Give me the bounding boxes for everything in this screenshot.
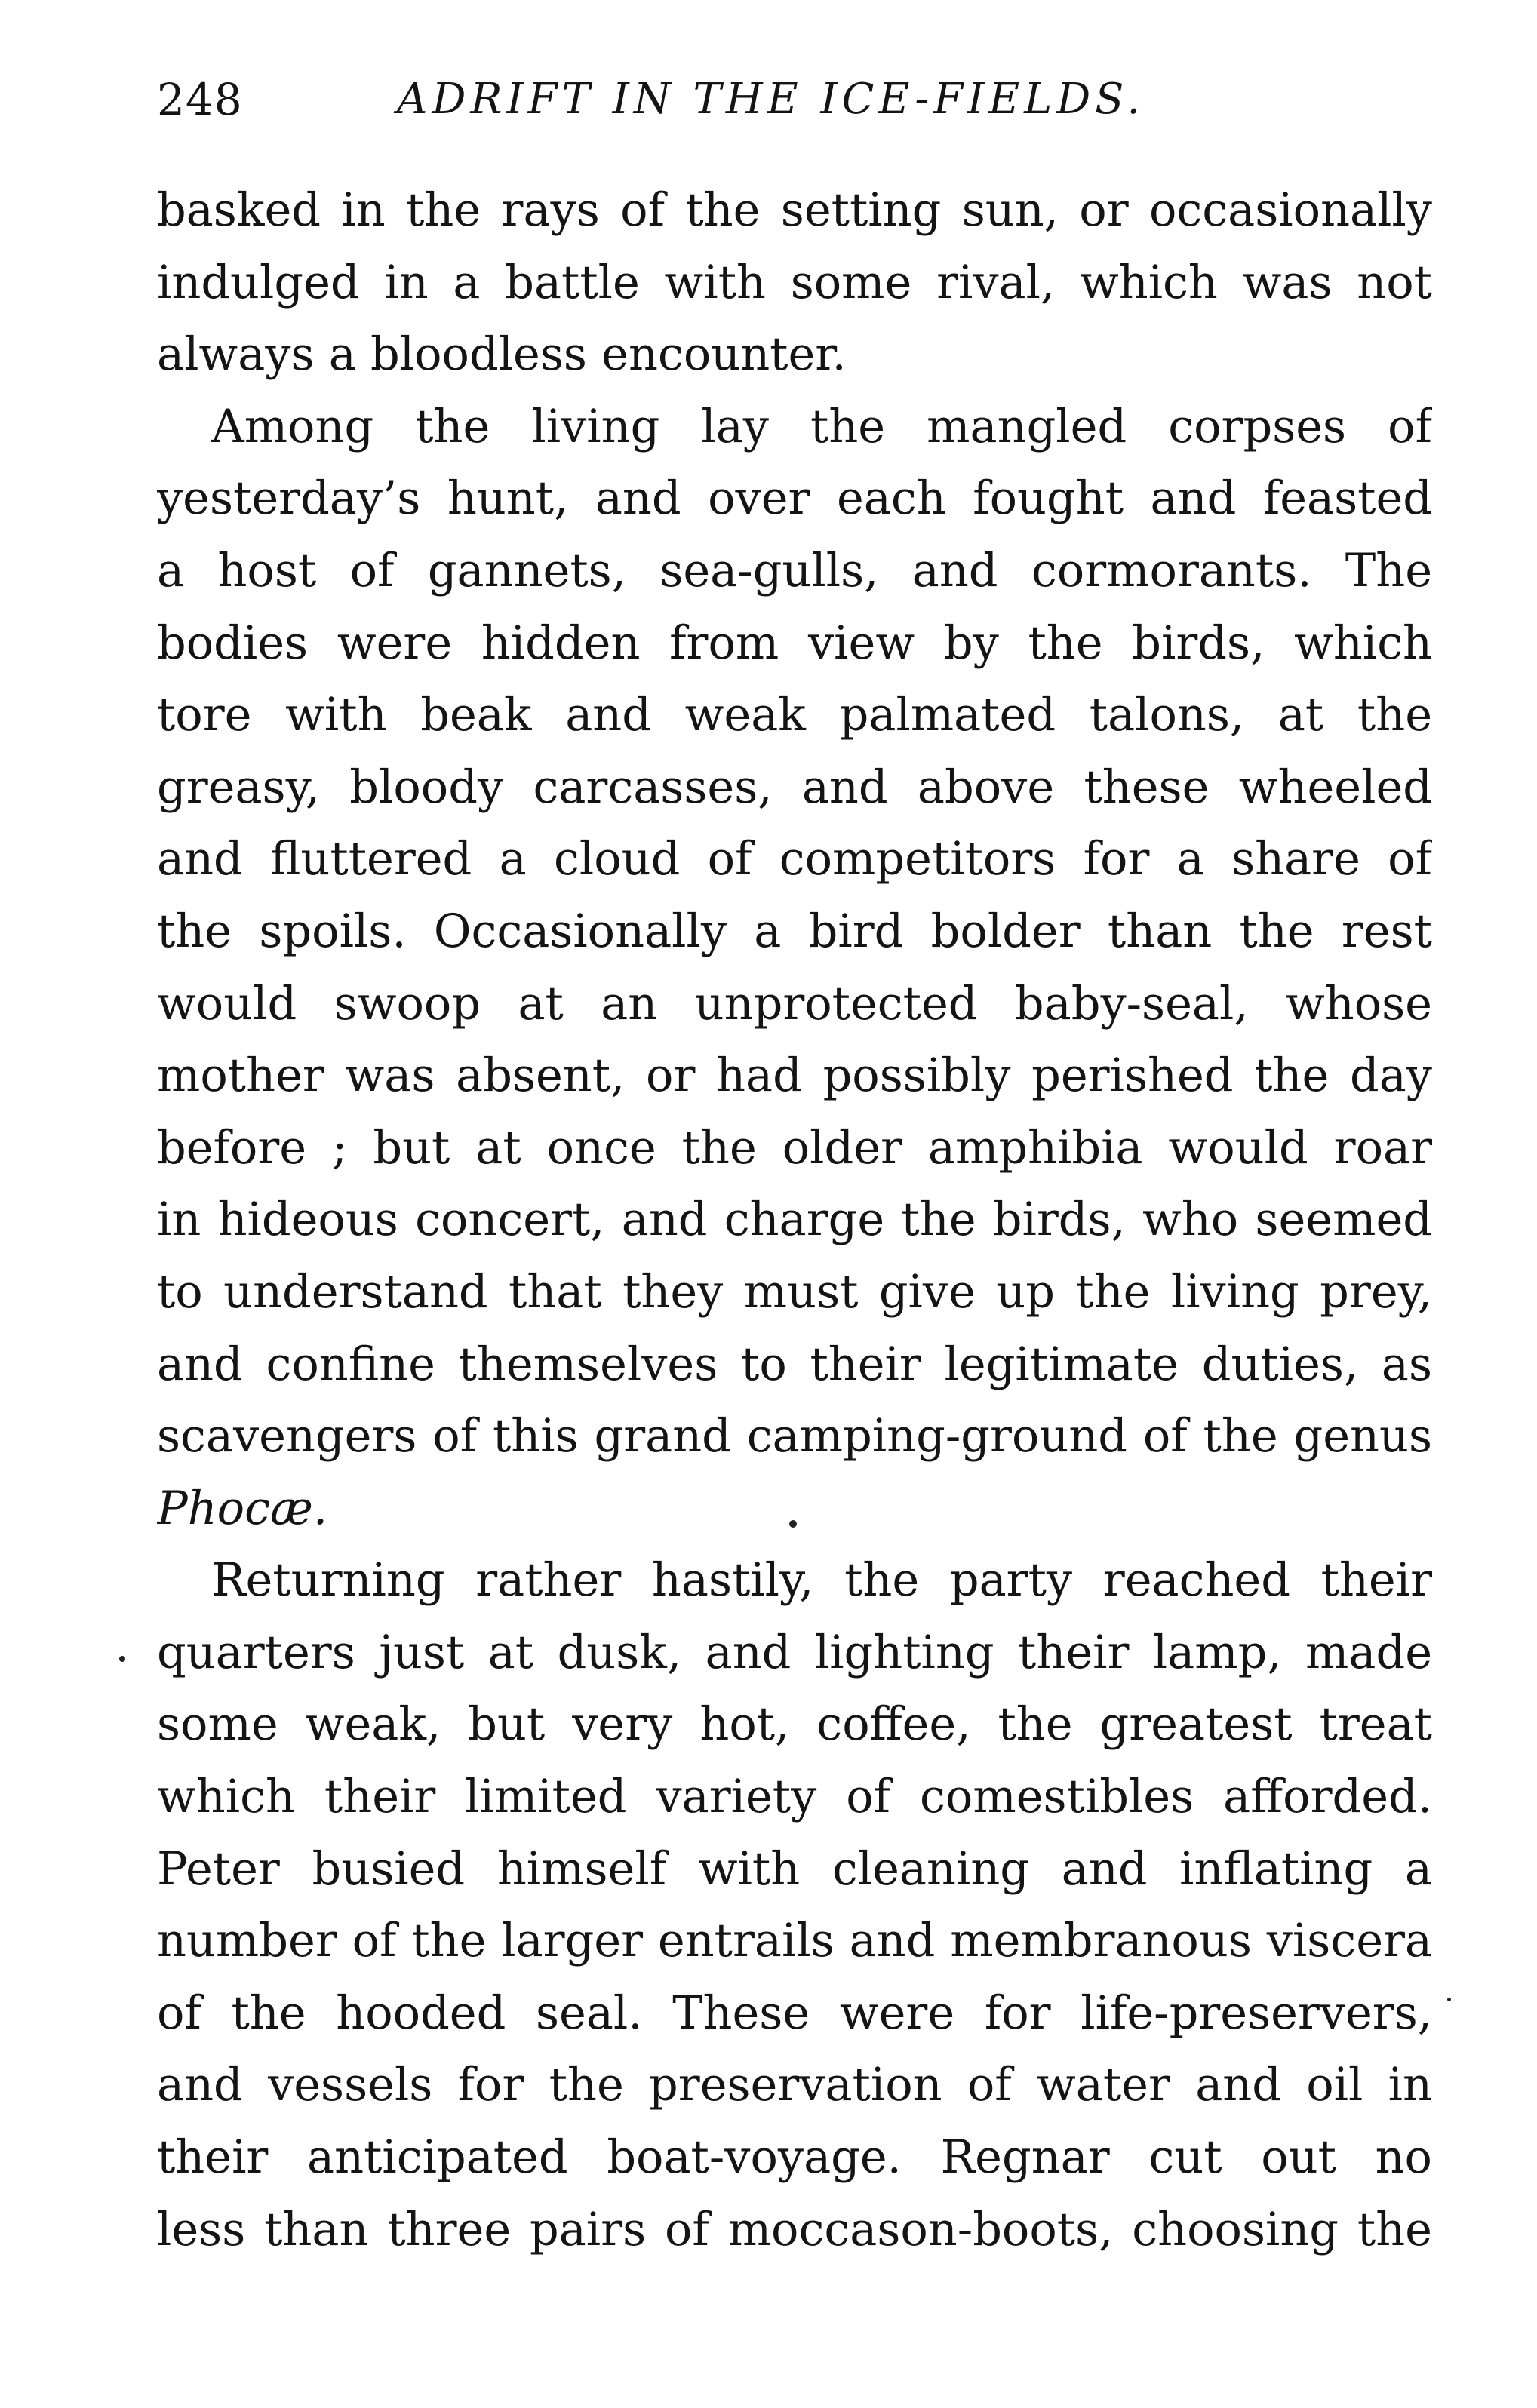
- text-line: which their limited variety of comestibles afforded.: [157, 1771, 1432, 1824]
- text-line: scavengers of this grand camping-ground of the genus: [157, 1410, 1432, 1464]
- text-line: and fluttered a cloud of competitors for a share of: [157, 833, 1432, 886]
- text-line: a host of gannets, sea-gulls, and cormorants. The: [157, 544, 1432, 597]
- text-line: to understand that they must give up the living prey,: [157, 1265, 1432, 1319]
- text-line: their anticipated boat-voyage. Regnar cut out no: [157, 2131, 1432, 2185]
- text-line: Peter busied himself with cleaning and inflating a: [157, 1842, 1432, 1896]
- paragraph-start-line: Returning rather hastily, the party reached their: [211, 1554, 1432, 1608]
- text-line: would swoop at an unprotected baby-seal, whose: [157, 977, 1432, 1030]
- italic-genus-line: Phocæ.: [157, 1482, 328, 1535]
- text-line: and confine themselves to their legitimate duties, as: [157, 1338, 1432, 1391]
- text-line: tore with beak and weak palmated talons, at the: [157, 689, 1432, 742]
- text-line: basked in the rays of the setting sun, or occasionally: [157, 184, 1432, 237]
- text-line: and vessels for the preservation of water and oil in: [157, 2059, 1432, 2112]
- page-number: 248: [157, 74, 243, 125]
- text-line: number of the larger entrails and membranous viscera: [157, 1915, 1432, 1968]
- text-line: indulged in a battle with some rival, which was not: [157, 256, 1432, 309]
- ink-speck: [789, 1520, 797, 1528]
- text-line: the spoils. Occasionally a bird bolder than the rest: [157, 905, 1432, 958]
- ink-speck: [119, 1656, 125, 1662]
- ink-speck: [1447, 1998, 1451, 2001]
- running-head: ADRIFT IN THE ICE-FIELDS.: [397, 75, 1145, 124]
- text-line: of the hooded seal. These were for life-preservers,: [157, 1986, 1432, 2040]
- text-line: greasy, bloody carcasses, and above these wheeled: [157, 760, 1432, 814]
- text-line: quarters just at dusk, and lighting their lamp, made: [157, 1626, 1432, 1679]
- text-line: in hideous concert, and charge the birds, who seemed: [157, 1193, 1432, 1247]
- text-line: less than three pairs of moccason-boots, choosing the: [157, 2203, 1432, 2256]
- body-text: [157, 175, 1432, 2266]
- paragraph-start-line: Among the living lay the mangled corpses of: [211, 400, 1432, 453]
- text-line: some weak, but very hot, coffee, the greatest treat: [157, 1698, 1432, 1752]
- page-header: [157, 69, 1425, 137]
- text-line: mother was absent, or had possibly perished the day: [157, 1049, 1432, 1103]
- text-line: before ; but at once the older amphibia would roar: [157, 1121, 1432, 1175]
- text-line: always a bloodless encounter.: [157, 328, 847, 382]
- text-line: yesterday’s hunt, and over each fought and feasted: [157, 472, 1432, 526]
- text-line: bodies were hidden from view by the birds, which: [157, 616, 1432, 670]
